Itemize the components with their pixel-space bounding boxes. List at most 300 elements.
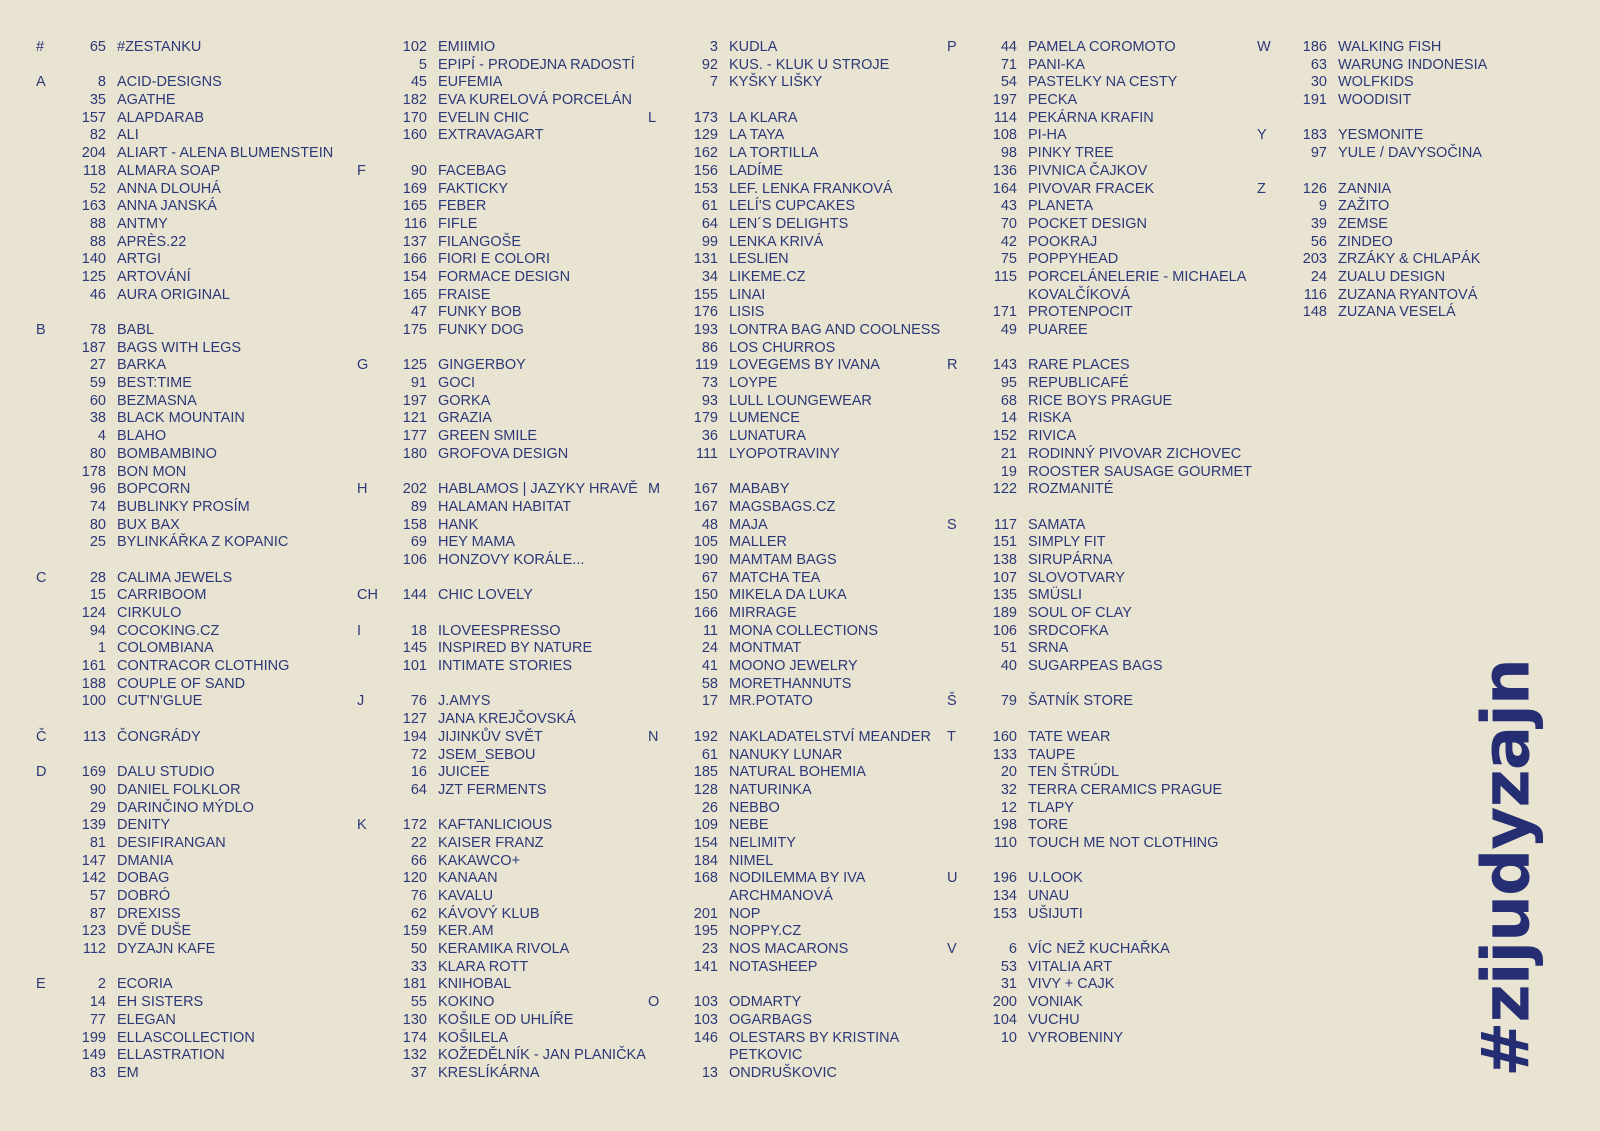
stand-number: 141 [693,958,718,975]
stand-number: 41 [701,658,718,675]
exhibitor-name: NOP [729,905,761,922]
group-letter [648,747,676,765]
group-letter [648,322,676,340]
exhibitor-row [357,923,646,941]
group-letter [947,587,975,605]
group-letter [357,853,385,871]
stand-number: 188 [81,675,106,692]
exhibitor-name: PORCELÁNELERIE - MICHAELA [1028,268,1247,285]
exhibitor-name: LA KLARA [729,109,798,126]
exhibitor-name: LADÍME [729,162,783,179]
group-letter: A [36,74,46,91]
exhibitor-row [947,888,1252,906]
exhibitor-row [36,110,333,128]
stand-number: 136 [992,162,1017,179]
stand-number: 200 [992,994,1017,1011]
exhibitor-name: LOYPE [729,375,778,392]
group-letter [648,552,676,570]
exhibitor-name: GROFOVA DESIGN [438,445,569,462]
stand-number: 101 [402,658,427,675]
stand-number: 76 [410,693,427,710]
exhibitor-row [947,287,1252,305]
exhibitor-row [357,658,646,676]
exhibitor-name: AURA ORIGINAL [117,286,230,303]
exhibitor-row [357,322,646,340]
exhibitor-row [947,163,1252,181]
exhibitor-name: BOPCORN [117,481,191,498]
exhibitor-name: HANK [438,516,479,533]
exhibitor-row [648,1047,940,1065]
group-letter [648,570,676,588]
stand-number: 158 [402,516,427,533]
exhibitor-row [357,959,646,977]
exhibitor-name: TOUCH ME NOT CLOTHING [1028,834,1219,851]
stand-number: 1 [97,640,106,657]
exhibitor-name: MATCHA TEA [729,569,821,586]
exhibitor-name: PIVOVAR FRACEK [1028,180,1155,197]
exhibitor-name: EXTRAVAGART [438,127,544,144]
group-letter [648,340,676,358]
group-letter: H [357,481,368,498]
exhibitor-row [36,39,333,57]
exhibitor-name: JSEM_SEBOU [438,746,536,763]
exhibitor-row [357,181,646,199]
exhibitor-row [36,340,333,358]
exhibitor-row [648,357,940,375]
exhibitor-row [357,57,646,75]
letter-group [648,39,940,92]
stand-number: 110 [993,834,1017,851]
group-letter [648,923,676,941]
stand-number: 103 [693,994,718,1011]
exhibitor-row [648,499,940,517]
exhibitor-row [357,1012,646,1030]
group-letter [648,393,676,411]
exhibitor-name: LOS CHURROS [729,339,836,356]
letter-group [648,994,940,1082]
exhibitor-row [1257,57,1487,75]
exhibitor-row [648,163,940,181]
stand-number: 172 [402,817,427,834]
stand-number: 21 [1000,445,1017,462]
stand-number: 24 [701,640,718,657]
exhibitor-row [36,534,333,552]
exhibitor-name: TLAPY [1028,799,1074,816]
exhibitor-row [648,375,940,393]
exhibitor-row [947,623,1252,641]
exhibitor-row [648,74,940,92]
stand-number: 125 [402,357,427,374]
group-letter [357,640,385,658]
exhibitor-name: TEN ŠTRÚDL [1028,764,1120,781]
stand-number: 22 [410,834,427,851]
exhibitor-row [947,57,1252,75]
group-letter [648,1065,676,1083]
exhibitor-name: BLAHO [117,428,167,445]
stand-number: 18 [410,622,427,639]
exhibitor-row [947,234,1252,252]
exhibitor-row [36,145,333,163]
exhibitor-row [648,39,940,57]
letter-group [36,39,333,57]
stand-number: 90 [410,162,427,179]
exhibitor-row [947,640,1252,658]
group-letter [947,464,975,482]
stand-number: 87 [89,905,106,922]
stand-number: 198 [992,817,1017,834]
stand-number: 138 [992,551,1017,568]
stand-number: 46 [89,286,106,303]
letter-group [1257,181,1487,323]
stand-number: 146 [693,1029,718,1046]
exhibitor-name: MAJA [729,516,768,533]
exhibitor-row [357,552,646,570]
group-letter [36,181,64,199]
exhibitor-name: INSPIRED BY NATURE [438,640,593,657]
exhibitor-name: ANNA DLOUHÁ [117,180,221,197]
group-letter [648,499,676,517]
stand-number: 99 [701,233,718,250]
stand-number: 25 [89,534,106,551]
stand-number: 76 [410,888,427,904]
stand-number: 30 [1310,74,1327,91]
stand-number: 77 [89,1011,106,1028]
group-letter [357,782,385,800]
group-letter: K [357,817,367,834]
stand-number: 52 [89,180,106,197]
stand-number: 178 [81,463,106,480]
exhibitor-name: SAMATA [1028,516,1086,533]
exhibitor-name: LUNATURA [729,428,807,445]
exhibitor-name: LESLIEN [729,251,789,268]
stand-number: 197 [402,392,427,409]
exhibitor-row [648,888,940,906]
exhibitor-name: ROZMANITÉ [1028,481,1114,498]
exhibitor-row [947,906,1252,924]
stand-number: 185 [693,764,718,781]
group-letter [648,181,676,199]
exhibitor-name: BLACK MOUNTAIN [117,410,245,427]
group-letter: Y [1257,127,1267,144]
stand-number: 40 [1000,658,1017,675]
exhibitor-row [357,269,646,287]
group-letter: M [648,481,661,498]
group-letter [357,517,385,535]
letter-group [357,817,646,1082]
exhibitor-row [947,39,1252,57]
exhibitor-row [36,446,333,464]
exhibitor-row [947,322,1252,340]
exhibitor-name: BUBLINKY PROSÍM [117,498,250,515]
exhibitor-name: HONZOVY KORÁLE... [438,551,585,568]
stand-number: 164 [992,180,1017,197]
group-letter [36,853,64,871]
exhibitor-row [357,234,646,252]
exhibitor-row [947,517,1252,535]
exhibitor-name: FIFLE [438,215,478,232]
exhibitor-row [36,640,333,658]
exhibitor-name: LISIS [729,304,765,321]
exhibitor-name: ARTGI [117,251,162,268]
group-letter [947,127,975,145]
exhibitor-name: HALAMAN HABITAT [438,498,572,515]
exhibitor-row [648,287,940,305]
exhibitor-name: KUS. - KLUK U STROJE [729,56,890,73]
group-letter [648,304,676,322]
group-letter [648,764,676,782]
stand-number: 117 [993,516,1017,533]
exhibitor-row [648,817,940,835]
stand-number: 153 [693,180,718,197]
stand-number: 111 [695,445,718,462]
stand-number: 71 [1000,56,1017,73]
group-letter [947,817,975,835]
stand-number: 5 [418,56,427,73]
stand-number: 199 [81,1029,106,1046]
stand-number: 88 [89,233,106,250]
group-letter [648,287,676,305]
group-letter [357,923,385,941]
exhibitor-name: LA TORTILLA [729,145,819,162]
group-letter [648,410,676,428]
exhibitor-name: PAMELA COROMOTO [1028,39,1176,55]
stand-number: 9 [1318,198,1327,215]
stand-number: 27 [89,357,106,374]
stand-number: 115 [993,268,1017,285]
exhibitor-name: ZUZANA RYANTOVÁ [1338,286,1478,303]
exhibitor-name: PANI-KA [1028,56,1085,73]
group-letter [357,976,385,994]
exhibitor-row [947,251,1252,269]
exhibitor-row [648,1012,940,1030]
group-letter [947,145,975,163]
group-letter [648,888,676,906]
exhibitor-name: DESIFIRANGAN [117,834,226,851]
letter-group [357,587,646,605]
stand-number: 203 [1302,251,1327,268]
exhibitor-row [357,623,646,641]
exhibitor-name: DVĚ DUŠE [117,923,192,940]
exhibitor-name: PASTELKY NA CESTY [1028,74,1178,91]
stand-number: 118 [82,162,106,179]
group-letter [1257,251,1285,269]
group-letter [947,888,975,906]
group-letter [947,234,975,252]
exhibitor-row [947,1030,1252,1048]
stand-number: 168 [693,870,718,887]
stand-number: 88 [89,215,106,232]
exhibitor-row [36,127,333,145]
stand-number: 167 [693,498,718,515]
exhibitor-row [36,817,333,835]
stand-number: 93 [701,392,718,409]
exhibitor-name: KAFTANLICIOUS [438,817,553,834]
exhibitor-row [947,92,1252,110]
exhibitor-name: CONTRACOR CLOTHING [117,658,290,675]
exhibitor-row [357,357,646,375]
exhibitor-row [36,287,333,305]
exhibitor-row [648,870,940,888]
exhibitor-row [357,375,646,393]
stand-number: 31 [1000,976,1017,993]
group-letter: T [947,728,956,745]
exhibitor-row [648,906,940,924]
group-letter [357,375,385,393]
group-letter [648,817,676,835]
exhibitor-name: LYOPOTRAVINY [729,445,840,462]
exhibitor-name: KAVALU [438,888,494,904]
exhibitor-row [357,481,646,499]
exhibitor-name: NODILEMMA BY IVA [729,870,866,887]
exhibitor-row [36,835,333,853]
stand-number: 67 [701,569,718,586]
group-letter [1257,145,1285,163]
group-letter: F [357,162,366,179]
exhibitor-row [648,623,940,641]
exhibitor-row [36,375,333,393]
stand-number: 43 [1000,198,1017,215]
exhibitor-name: ELLASCOLLECTION [117,1029,255,1046]
exhibitor-name: MIRRAGE [729,605,797,621]
exhibitor-name: ZINDEO [1338,233,1393,250]
group-letter [357,729,385,747]
exhibitor-name: UNAU [1028,888,1070,904]
exhibitor-row [357,764,646,782]
stand-number: 176 [693,304,718,321]
exhibitor-name: PINKY TREE [1028,145,1114,162]
stand-number: 106 [402,551,427,568]
stand-number: 96 [89,481,106,498]
stand-number: 197 [992,92,1017,109]
exhibitor-name: KNIHOBAL [438,976,512,993]
exhibitor-row [1257,304,1487,322]
exhibitor-name: LEF. LENKA FRANKOVÁ [729,180,893,197]
stand-number: 28 [89,569,106,586]
exhibitor-row [947,127,1252,145]
group-letter [36,1065,64,1083]
stand-number: 37 [410,1064,427,1081]
exhibitor-name: CIRKULO [117,605,182,621]
stand-number: 154 [693,834,718,851]
exhibitor-name: ALAPDARAB [117,109,205,126]
exhibitor-name: FRAISE [438,286,491,303]
exhibitor-name: J.AMYS [438,693,491,710]
exhibitor-name: CUT'N'GLUE [117,693,203,710]
letter-group [36,322,333,552]
exhibitor-row [648,676,940,694]
group-letter [947,906,975,924]
stand-number: 144 [402,587,427,604]
stand-number: 161 [81,658,106,675]
exhibitor-name: NIMEL [729,852,774,869]
exhibitor-row [648,304,940,322]
exhibitor-row [947,464,1252,482]
group-letter [947,1012,975,1030]
exhibitor-name: ODMARTY [729,994,802,1011]
exhibitor-name: MAMTAM BAGS [729,551,837,568]
exhibitor-name: PEKÁRNA KRAFIN [1028,109,1154,126]
exhibitor-name: ELEGAN [117,1011,176,1028]
exhibitor-name: EPIPÍ - PRODEJNA RADOSTÍ [438,56,635,73]
group-letter [357,499,385,517]
group-letter [36,906,64,924]
exhibitor-name: MORETHANNUTS [729,675,852,692]
exhibitor-row [648,251,940,269]
stand-number: 175 [402,322,427,338]
exhibitor-row [36,623,333,641]
group-letter [648,835,676,853]
group-letter [947,163,975,181]
stand-number: 35 [89,92,106,109]
stand-number: 59 [89,375,106,392]
stand-number: 183 [1302,127,1327,144]
exhibitor-name: BEZMASNA [117,392,197,409]
exhibitor-row [947,74,1252,92]
exhibitor-row [36,1047,333,1065]
stand-number: 36 [701,428,718,445]
exhibitor-name: EVA KURELOVÁ PORCELÁN [438,92,632,109]
group-letter [36,145,64,163]
group-letter [947,994,975,1012]
group-letter [357,994,385,1012]
exhibitor-name: YESMONITE [1338,127,1424,144]
group-letter [947,393,975,411]
stand-number: 54 [1000,74,1017,91]
exhibitor-name: YULE / DAVYSOČINA [1338,145,1482,162]
stand-number: 123 [81,923,106,940]
group-letter [947,800,975,818]
stand-number: 170 [402,109,427,126]
exhibitor-row [357,747,646,765]
stand-number: 78 [89,322,106,338]
group-letter [36,923,64,941]
exhibitor-name: RARE PLACES [1028,357,1130,374]
group-letter [357,304,385,322]
group-letter [36,251,64,269]
exhibitor-row [947,605,1252,623]
exhibitor-name: ANNA JANSKÁ [117,198,217,215]
exhibitor-row [648,729,940,747]
stand-number: 15 [89,587,106,604]
stand-number: 45 [410,74,427,91]
exhibitor-name: EVELIN CHIC [438,109,530,126]
group-letter [357,216,385,234]
group-letter [947,198,975,216]
group-letter: J [357,693,365,710]
exhibitor-name: KYŠKY LIŠKY [729,74,823,91]
stand-number: 147 [81,852,106,869]
group-letter [36,676,64,694]
exhibitor-name: ZEMSE [1338,215,1388,232]
stand-number: 108 [992,127,1017,144]
group-letter [357,1012,385,1030]
stand-number: 133 [992,746,1017,763]
exhibitor-name: NATURINKA [729,781,812,798]
stand-number: 154 [402,268,427,285]
group-letter [36,127,64,145]
group-letter [36,446,64,464]
exhibitor-name: LUMENCE [729,410,800,427]
exhibitor-name: OLESTARS BY KRISTINA [729,1029,900,1046]
exhibitor-row [648,835,940,853]
index-column-5 [1257,39,1487,340]
group-letter [947,640,975,658]
exhibitor-row [648,340,940,358]
stand-number: 104 [992,1011,1017,1028]
group-letter [357,322,385,340]
group-letter [36,216,64,234]
stand-number: 105 [693,534,718,551]
